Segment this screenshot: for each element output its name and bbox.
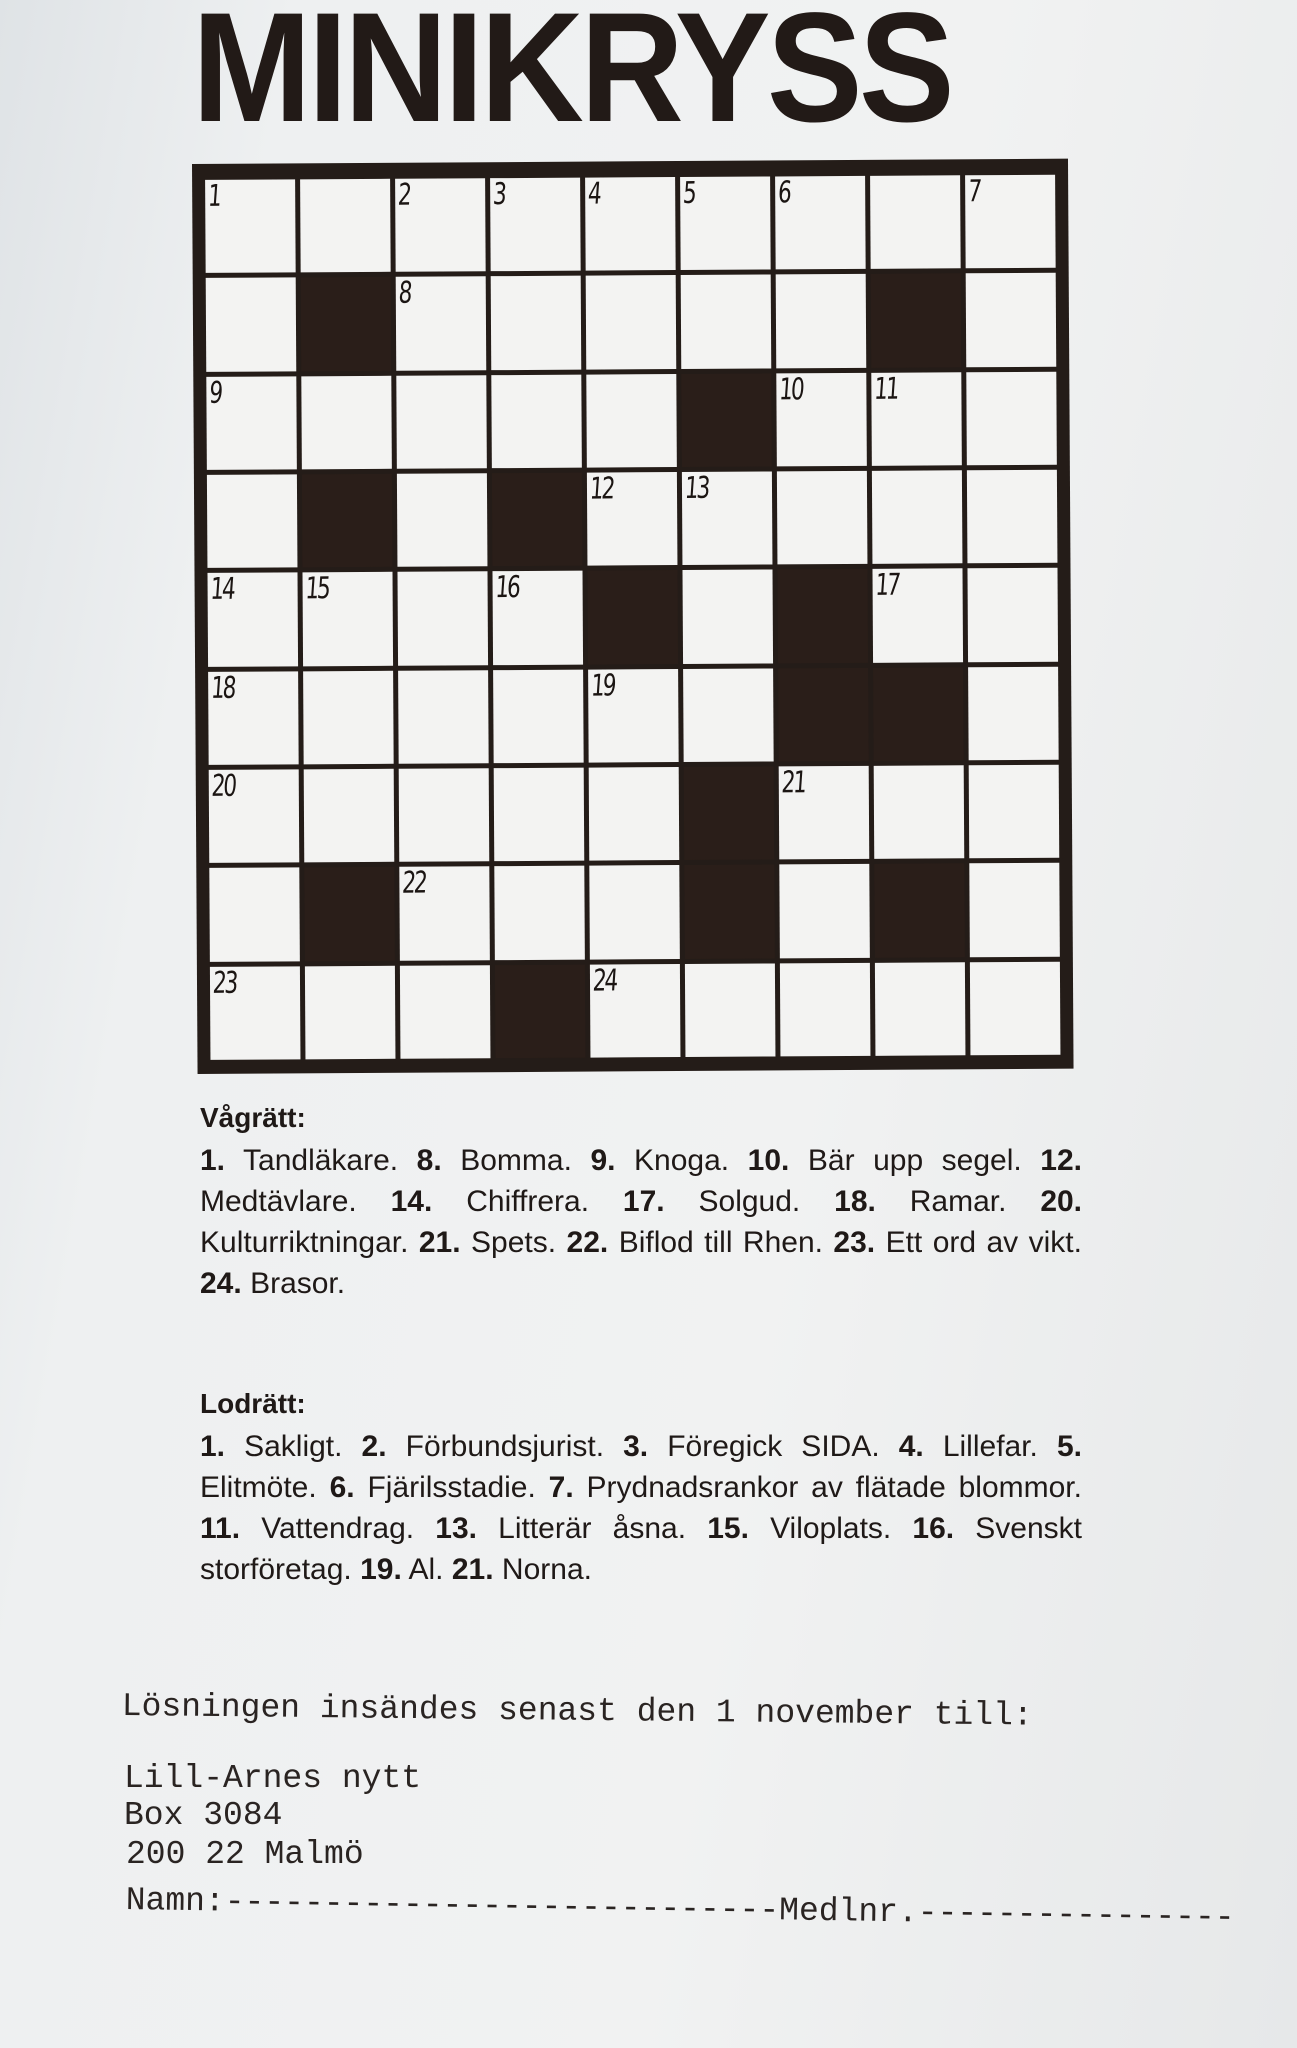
- clue-number: 12: [588, 471, 615, 507]
- clue-text: Solgud.: [698, 1185, 801, 1218]
- clue-text: Förbundsjurist.: [405, 1430, 605, 1463]
- down-clue: [549, 1471, 1082, 1504]
- clue-number: 11: [873, 371, 899, 407]
- grid-cell[interactable]: [205, 179, 296, 273]
- grid-cell[interactable]: [209, 769, 300, 863]
- grid-cell[interactable]: [207, 474, 298, 568]
- down-clue: [330, 1471, 536, 1504]
- clue-text: Föregick SIDA.: [667, 1430, 880, 1463]
- grid-cell[interactable]: [779, 766, 870, 860]
- grid-cell[interactable]: [969, 765, 1060, 859]
- down-clue: [362, 1430, 605, 1463]
- grid-cell[interactable]: [493, 669, 584, 763]
- clue-number: 13.: [435, 1512, 477, 1545]
- grid-cell[interactable]: [871, 372, 962, 466]
- clue-text: Knoga.: [634, 1144, 730, 1177]
- black-square: [301, 277, 392, 371]
- grid-cell[interactable]: [780, 963, 871, 1057]
- grid-cell[interactable]: [300, 179, 391, 273]
- clue-number: 14.: [390, 1185, 433, 1218]
- grid-cell[interactable]: [585, 177, 676, 271]
- grid-cell[interactable]: [396, 277, 487, 371]
- black-square: [778, 668, 869, 762]
- grid-cell[interactable]: [776, 373, 867, 467]
- grid-cell[interactable]: [588, 669, 679, 763]
- clue-number: 5: [681, 175, 696, 212]
- across-clue: [417, 1144, 572, 1177]
- grid-cell[interactable]: [491, 374, 582, 468]
- grid-cell[interactable]: [589, 865, 680, 959]
- across-clue: [748, 1144, 1022, 1177]
- grid-cell[interactable]: [301, 375, 392, 469]
- grid-cell[interactable]: [490, 178, 581, 272]
- grid-cell[interactable]: [208, 671, 299, 765]
- clue-text: Sakligt.: [244, 1430, 343, 1463]
- clue-text: Medtävlare.: [200, 1185, 357, 1218]
- clue-text: Brasor.: [250, 1267, 346, 1300]
- grid-cell[interactable]: [779, 864, 870, 958]
- grid-cell[interactable]: [397, 572, 488, 666]
- black-square: [302, 474, 393, 568]
- down-clue: [623, 1430, 880, 1463]
- clue-text: Biflod till Rhen.: [618, 1226, 823, 1259]
- submission-instructions: Lösningen insändes senast den 1 november till:: [121, 1688, 1033, 1735]
- grid-cell[interactable]: [681, 275, 772, 369]
- black-square: [492, 473, 583, 567]
- black-square: [495, 964, 586, 1058]
- clue-number: 12.: [1040, 1144, 1082, 1177]
- clue-text: Chiffrera.: [466, 1185, 590, 1218]
- clue-number: 18.: [834, 1185, 876, 1218]
- grid-cell[interactable]: [875, 962, 966, 1056]
- grid-cell[interactable]: [206, 376, 297, 470]
- grid-cell[interactable]: [304, 769, 395, 863]
- grid-cell[interactable]: [586, 275, 677, 369]
- crossword-grid-frame: [192, 159, 1074, 1074]
- across-clue: [590, 1144, 729, 1177]
- clue-text: Ramar.: [909, 1185, 1007, 1218]
- grid-cell[interactable]: [397, 473, 488, 567]
- grid-cell[interactable]: [969, 863, 1060, 957]
- clue-text: Bär upp segel.: [807, 1144, 1022, 1177]
- clue-number: 7.: [548, 1471, 574, 1504]
- grid-cell[interactable]: [589, 767, 680, 861]
- black-square: [587, 570, 678, 664]
- clue-number: 24.: [200, 1267, 242, 1300]
- down-clue: [707, 1512, 891, 1545]
- across-clue: [391, 1185, 589, 1218]
- grid-cell[interactable]: [683, 668, 774, 762]
- clue-number: 6.: [329, 1471, 355, 1504]
- across-clue: [833, 1226, 1082, 1259]
- clue-text: Ett ord av vikt.: [885, 1226, 1082, 1259]
- clue-number: 18: [209, 670, 236, 706]
- clue-number: 3.: [623, 1430, 649, 1463]
- clue-number: 7: [966, 174, 981, 210]
- grid-cell[interactable]: [870, 175, 961, 269]
- down-clues: [200, 1388, 1082, 1590]
- down-clue: [200, 1512, 414, 1545]
- across-clue: [834, 1185, 1006, 1218]
- address-line-2: Box 3084: [124, 1797, 283, 1834]
- clue-number: 22: [401, 865, 427, 902]
- down-clue: [452, 1553, 592, 1586]
- down-clue: [360, 1553, 443, 1586]
- grid-cell[interactable]: [965, 175, 1056, 269]
- grid-cell[interactable]: [210, 966, 301, 1060]
- grid-cell[interactable]: [400, 965, 491, 1059]
- grid-cell[interactable]: [590, 964, 681, 1058]
- grid-cell[interactable]: [967, 470, 1058, 564]
- clue-number: 16: [494, 570, 520, 606]
- clue-number: 14: [209, 572, 235, 608]
- clue-number: 13: [683, 470, 710, 507]
- grid-cell[interactable]: [872, 569, 963, 663]
- clue-number: 2: [396, 177, 411, 213]
- clue-number: 4: [586, 176, 601, 212]
- clue-number: 10: [778, 371, 804, 408]
- clue-text: Spets.: [471, 1226, 557, 1259]
- clue-number: 20.: [1040, 1185, 1083, 1218]
- clue-text: Al.: [408, 1553, 444, 1586]
- grid-cell[interactable]: [685, 963, 776, 1057]
- clue-number: 15: [304, 571, 330, 607]
- grid-cell[interactable]: [206, 278, 297, 372]
- clue-number: 8: [397, 275, 412, 312]
- address-line-3: 200 22 Malmö: [126, 1836, 364, 1873]
- clue-number: 9: [208, 375, 223, 411]
- across-clue: [200, 1144, 398, 1177]
- grid-cell[interactable]: [396, 375, 487, 469]
- grid-cell[interactable]: [682, 570, 773, 664]
- down-clue: [435, 1512, 686, 1545]
- grid-cell[interactable]: [491, 276, 582, 370]
- grid-cell[interactable]: [399, 768, 490, 862]
- grid-cell[interactable]: [208, 573, 299, 667]
- clue-number: 21.: [451, 1553, 494, 1586]
- clue-number: 24: [591, 963, 618, 999]
- grid-cell[interactable]: [587, 472, 678, 566]
- across-clue: [623, 1185, 800, 1218]
- grid-cell[interactable]: [492, 571, 583, 665]
- clue-number: 17: [874, 568, 900, 604]
- clue-text: Norna.: [501, 1553, 592, 1586]
- across-clue: [567, 1226, 823, 1259]
- clue-number: 15.: [707, 1512, 749, 1545]
- address-line-1: Lill-Arnes nytt: [124, 1760, 422, 1797]
- clue-text: Litterär åsna.: [498, 1512, 687, 1545]
- clue-number: 9.: [590, 1144, 616, 1177]
- grid-cell[interactable]: [209, 868, 300, 962]
- across-clue: [419, 1226, 556, 1259]
- clue-number: 1.: [200, 1144, 226, 1177]
- clue-number: 21: [780, 765, 807, 801]
- grid-cell[interactable]: [872, 470, 963, 564]
- clue-number: 23.: [833, 1226, 876, 1259]
- grid-cell[interactable]: [970, 961, 1061, 1055]
- grid-cell[interactable]: [682, 471, 773, 565]
- grid-cell[interactable]: [494, 866, 585, 960]
- name-member-number-line[interactable]: Namn:----------------------------Medlnr.----------------: [125, 1882, 1235, 1937]
- clue-number: 8.: [416, 1144, 442, 1177]
- black-square: [304, 867, 395, 961]
- across-heading: Vågrätt:: [200, 1102, 306, 1133]
- clue-number: 23: [211, 965, 238, 1001]
- clue-number: 16.: [912, 1512, 955, 1545]
- black-square: [871, 274, 962, 368]
- clue-text: Prydnadsrankor av flätade blommor.: [586, 1471, 1082, 1504]
- down-clue: [200, 1430, 342, 1463]
- grid-cell[interactable]: [494, 768, 585, 862]
- across-clue-list: [200, 1140, 1082, 1304]
- clue-number: 22.: [566, 1226, 609, 1259]
- black-square: [681, 373, 772, 467]
- black-square: [874, 864, 965, 958]
- grid-cell[interactable]: [776, 274, 867, 368]
- grid-cell[interactable]: [777, 471, 868, 565]
- grid-cell[interactable]: [874, 765, 965, 859]
- grid-cell[interactable]: [586, 374, 677, 468]
- clue-number: 11.: [200, 1512, 241, 1545]
- down-clue-list: [200, 1426, 1082, 1590]
- grid-cell[interactable]: [395, 178, 486, 272]
- clue-number: 10.: [747, 1144, 790, 1177]
- grid-cell[interactable]: [302, 572, 393, 666]
- grid-cell[interactable]: [966, 273, 1057, 367]
- clue-text: Bomma.: [460, 1144, 572, 1177]
- clue-number: 4.: [898, 1430, 924, 1463]
- grid-cell[interactable]: [680, 176, 771, 270]
- down-clue: [899, 1430, 1038, 1463]
- clue-number: 2.: [361, 1430, 387, 1463]
- clue-text: Fjärilsstadie.: [367, 1471, 536, 1504]
- clue-number: 6: [776, 175, 791, 211]
- clue-text: Viloplats.: [770, 1512, 892, 1545]
- grid-cell[interactable]: [966, 371, 1057, 465]
- clue-number: 5.: [1056, 1430, 1082, 1463]
- clue-number: 19: [589, 668, 616, 704]
- clue-text: Svenskt storföretag.: [200, 1512, 1083, 1586]
- grid-cell[interactable]: [775, 176, 866, 270]
- clue-text: Vattendrag.: [261, 1512, 415, 1545]
- clue-text: Kulturriktningar.: [200, 1226, 409, 1259]
- clue-text: Tandläkare.: [243, 1144, 399, 1177]
- clue-text: Elitmöte.: [200, 1471, 317, 1504]
- grid-cell[interactable]: [398, 670, 489, 764]
- clue-text: Lillefar.: [942, 1430, 1038, 1463]
- across-clue: [200, 1267, 345, 1300]
- clue-number: 19.: [360, 1553, 402, 1586]
- down-heading: Lodrätt:: [200, 1388, 306, 1419]
- black-square: [684, 766, 775, 860]
- clue-number: 1: [206, 178, 221, 214]
- grid-cell[interactable]: [967, 568, 1058, 662]
- black-square: [873, 667, 964, 761]
- black-square: [777, 569, 868, 663]
- clue-number: 17.: [622, 1185, 665, 1218]
- grid-cell[interactable]: [399, 867, 490, 961]
- crossword-grid: [205, 175, 1060, 1060]
- grid-cell[interactable]: [303, 670, 394, 764]
- clue-number: 1.: [200, 1430, 226, 1463]
- clue-number: 20: [210, 768, 237, 804]
- clue-number: 3: [491, 177, 506, 213]
- grid-cell[interactable]: [968, 666, 1059, 760]
- grid-cell[interactable]: [305, 965, 396, 1059]
- black-square: [684, 865, 775, 959]
- clue-number: 21.: [418, 1226, 461, 1259]
- puzzle-title: MINIKRYSS: [192, 0, 951, 155]
- across-clues: [200, 1102, 1082, 1304]
